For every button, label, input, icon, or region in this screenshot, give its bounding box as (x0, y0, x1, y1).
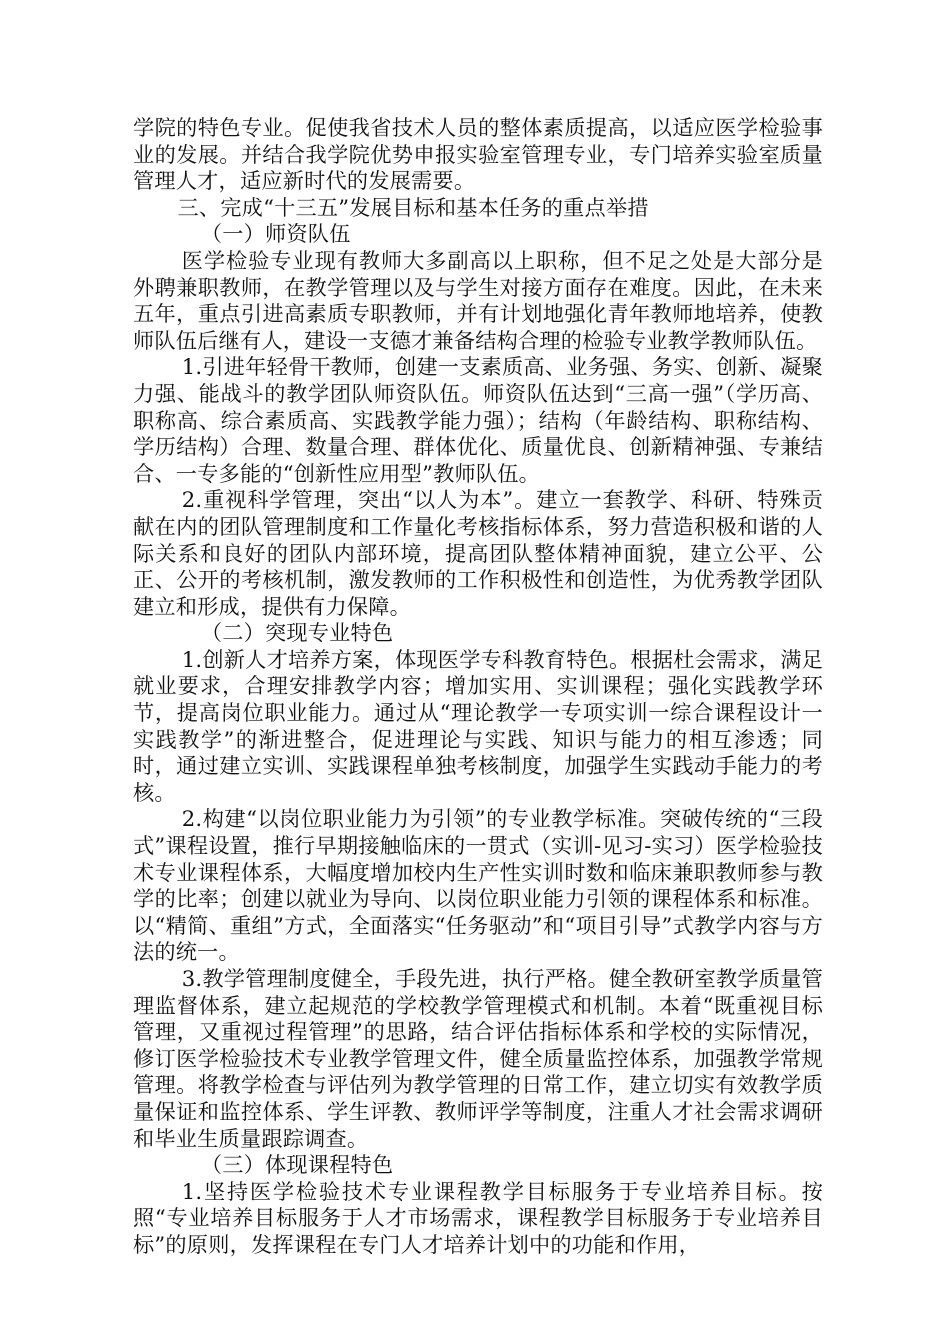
section-heading-3: 三、完成“十三五”发展目标和基本任务的重点举措 (177, 194, 649, 220)
paragraph-specialty-item-3: 3.教学管理制度健全，手段先进，执行严格。健全教研室教学质量管理监督体系，建立起规范的学校教学管理模式和机制。本着“既重视目标管理，又重视过程管理”的思路，结合评估指标体系和学校的实际情况，修订医学检验技术专业教学管理文件，健全质量监控体系，加强教学常规管理。将教学检查与评估列为教学管理的日常工作，建立切实有效教学质量保证和监控体系、学生评教、教师评学等制度，注重人才社会需求调研和毕业生质量跟踪调查。 (133, 966, 823, 1151)
paragraph-specialty-item-2: 2.构建“以岗位职业能力为引领”的专业教学标准。突破传统的“三段式”课程设置，推行早期接触临床的一贯式（实训-见习-实习）医学检验技术专业课程体系，大幅度增加校内生产性实训时数和临床兼职教师参与教学的比率；创建以就业为导向、以岗位职业能力引领的课程体系和标准。以“精简、重组”方式，全面落实“任务驱动”和“项目引导”式教学内容与方法的统一。 (133, 806, 823, 965)
paragraph-specialty-item-1: 1.创新人才培养方案，体现医学专科教育特色。根据杜会需求，满足就业要求，合理安排教学内容；增加实用、实训课程；强化实践教学环节，提高岗位职业能力。通过从“理论教学一专项实训一综合课程设计一实践教学”的渐进整合，促进理论与实践、知识与能力的相互渗透；同时，通过建立实训、实践课程单独考核制度，加强学生实践动手能力的考核。 (133, 646, 823, 805)
paragraph-curriculum-item-1: 1.坚持医学检验技术专业课程教学目标服务于专业培养目标。按照“专业培养目标服务于人才市场需求，课程教学目标服务于专业培养目标”的原则，发挥课程在专门人才培养计划中的功能和作用， (133, 1178, 823, 1257)
paragraph-faculty-item-2: 2.重视科学管理，突出“以人为本”。建立一套教学、科研、特殊贡献在内的团队管理制度和工作量化考核指标体系，努力营造积极和谐的人际关系和良好的团队内部环境，提高团队整体精神面貌，建立公平、公正、公开的考核机制，激发教师的工作积极性和创造性，为优秀教学团队建立和形成，提供有力保障。 (133, 487, 823, 619)
paragraph-faculty-overview: 医学检验专业现有教师大多副高以上职称，但不足之处是大部分是外聘兼职教师，在教学管理以及与学生对接方面存在难度。因此，在未来五年，重点引进高素质专职教师，并有计划地强化青年教师地培养，使教师队伍后继有人，建设一支德才兼备结构合理的检验专业教学教师队伍。 (133, 247, 823, 353)
subsection-heading-specialty: （二）突现专业特色 (200, 620, 394, 646)
subsection-heading-faculty: （一）师资队伍 (200, 221, 351, 247)
paragraph-faculty-item-1: 1.引进年轻骨干教师，创建一支素质高、业务强、务实、创新、凝聚力强、能战斗的教学团队师资队伍。师资队伍达到“三高一强”（学历高、职称高、综合素质高、实践教学能力强）；结构（年龄结构、职称结构、学历结构）合理、数量合理、群体优化、质量优良、创新精神强、专兼结合、一专多能的“创新性应用型”教师队伍。 (133, 354, 823, 486)
paragraph-intro: 学院的特色专业。促使我省技术人员的整体素质提高，以适应医学检验事业的发展。并结合我学院优势申报实验室管理专业，专门培养实验室质量管理人才，适应新时代的发展需要。 (133, 115, 823, 194)
document-page (133, 115, 823, 1259)
subsection-heading-curriculum: （三）体现课程特色 (200, 1152, 394, 1178)
